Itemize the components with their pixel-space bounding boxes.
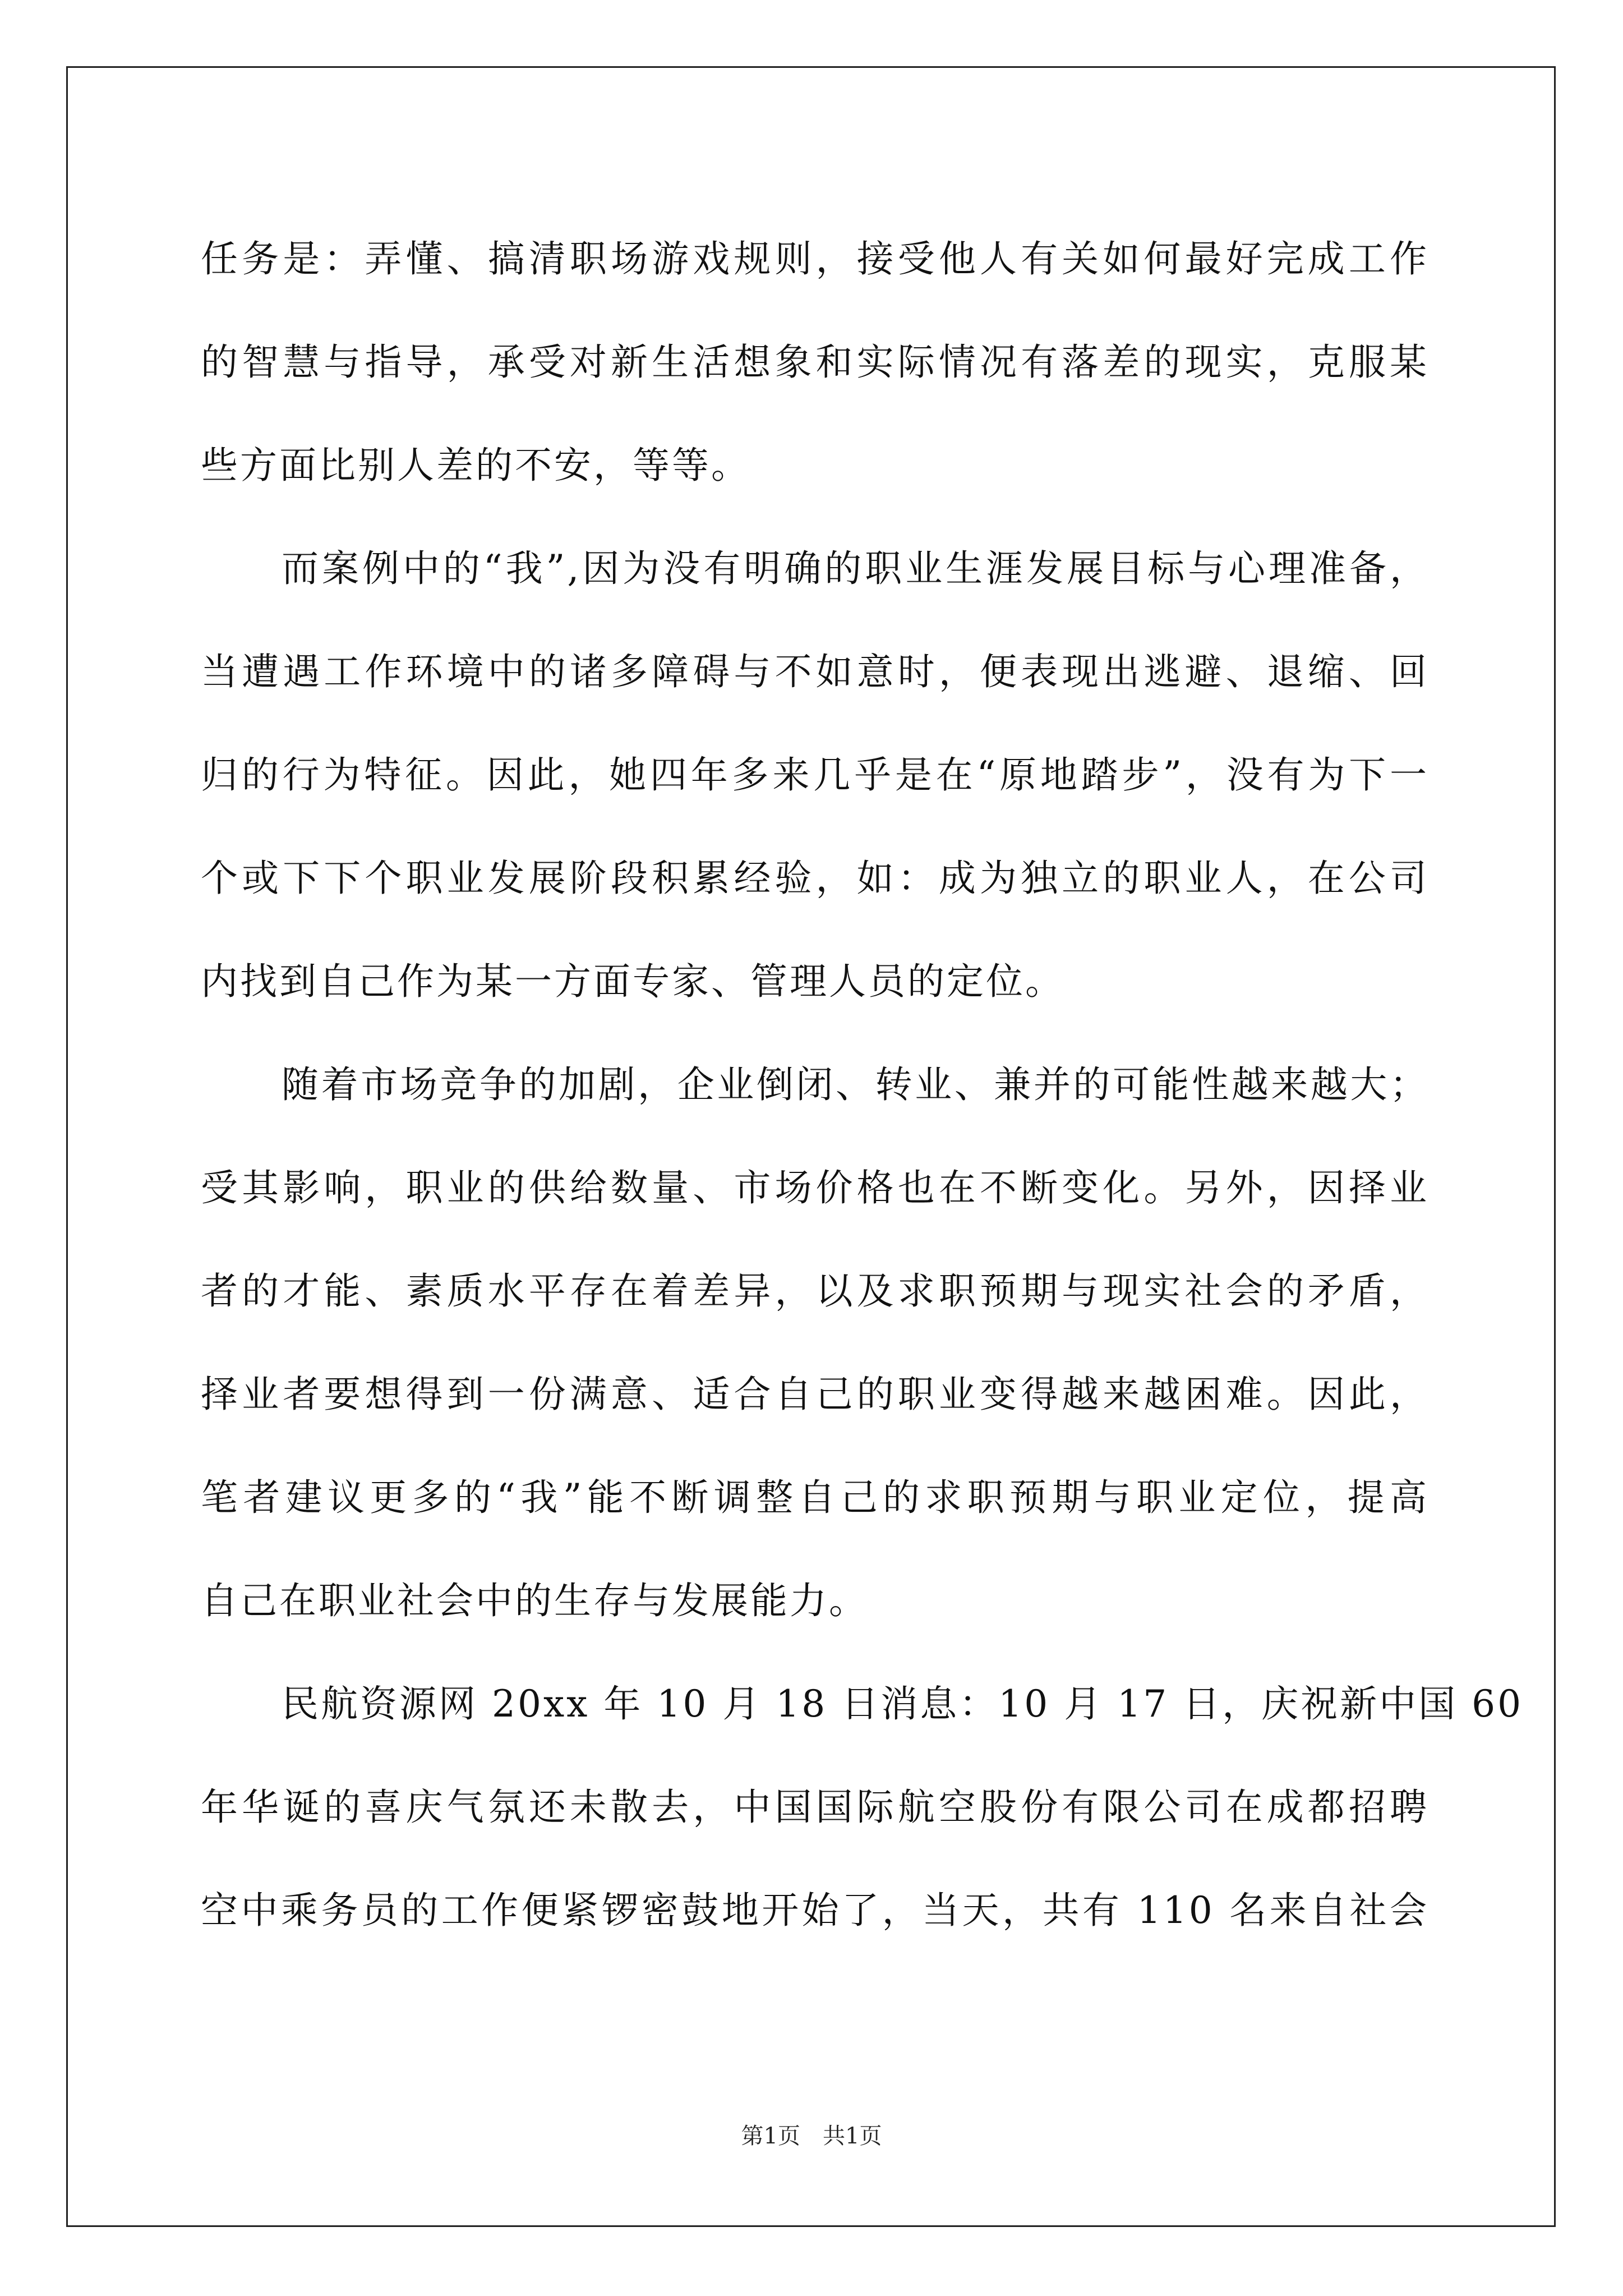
text-line: 择业者要想得到一份满意、适合自己的职业变得越来越困难。因此， [201, 1373, 1429, 1416]
text-line: 受其影响，职业的供给数量、市场价格也在不断变化。另外，因择业 [201, 1166, 1429, 1209]
page-footer [0, 2118, 1623, 2150]
page-number: 第1页 [741, 2123, 800, 2149]
text-line: 自己在职业社会中的生存与发展能力。 [201, 1579, 868, 1622]
paragraph [201, 1033, 1429, 1653]
text-line: 笔者建议更多的“我”能不断调整自己的求职预期与职业定位，提高 [201, 1476, 1429, 1519]
text-line: 而案例中的“我”,因为没有明确的职业生涯发展目标与心理准备， [282, 547, 1429, 590]
document-body [201, 208, 1524, 1962]
text-line: 者的才能、素质水平存在着差异，以及求职预期与现实社会的矛盾， [201, 1269, 1429, 1313]
text-line: 归的行为特征。因此，她四年多来几乎是在“原地踏步”，没有为下一 [201, 753, 1429, 797]
text-line: 当遭遇工作环境中的诸多障碍与不如意时，便表现出逃避、退缩、回 [201, 650, 1429, 693]
text-line: 的智慧与指导，承受对新生活想象和实际情况有落差的现实，克服某 [201, 341, 1429, 384]
text-line: 空中乘务员的工作便紧锣密鼓地开始了，当天，共有 110 名来自社会 [201, 1889, 1429, 1932]
paragraph [201, 517, 1429, 1033]
text-line: 年华诞的喜庆气氛还未散去，中国国际航空股份有限公司在成都招聘 [201, 1786, 1429, 1829]
text-line: 民航资源网 20xx 年 10 月 18 日消息：10 月 17 日，庆祝新中国 60 [282, 1682, 1524, 1726]
text-line: 内找到自己作为某一方面专家、管理人员的定位。 [201, 960, 1064, 1003]
text-line: 任务是：弄懂、搞清职场游戏规则，接受他人有关如何最好完成工作 [201, 237, 1429, 280]
page-total: 共1页 [823, 2123, 882, 2149]
text-line: 些方面比别人差的不安，等等。 [201, 444, 750, 487]
text-line: 随着市场竞争的加剧，企业倒闭、转业、兼并的可能性越来越大； [282, 1063, 1429, 1106]
text-line: 个或下下个职业发展阶段积累经验，如：成为独立的职业人，在公司 [201, 857, 1429, 900]
paragraph [201, 208, 1429, 517]
paragraph [201, 1653, 1524, 1962]
